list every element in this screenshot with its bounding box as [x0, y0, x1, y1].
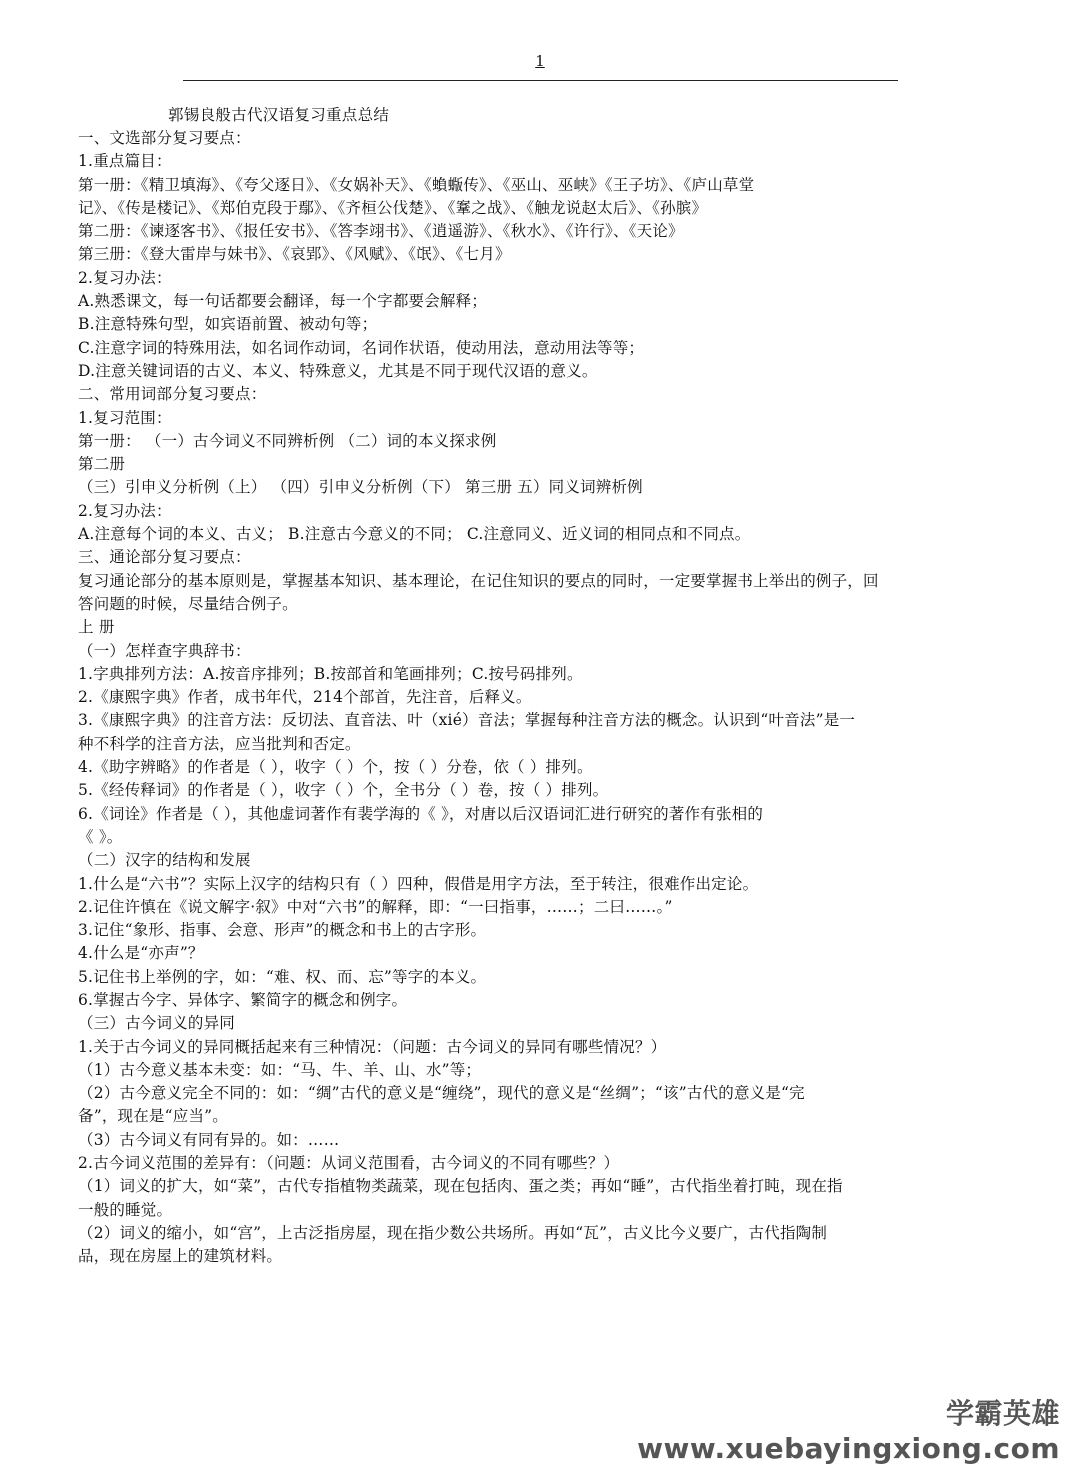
document-title: 郭锡良般古代汉语复习重点总结	[168, 106, 390, 124]
watermark: 学霸英雄 www.xuebayingxiong.com	[637, 1397, 1060, 1465]
text-line: 品，现在房屋上的建筑材料。	[78, 1247, 283, 1266]
text-line: 5.记住书上举例的字，如：“难、权、而、忘”等字的本义。	[78, 967, 487, 986]
text-line: B.注意特殊句型，如宾语前置、被动句等；	[78, 315, 378, 334]
text-line: （二）汉字的结构和发展	[78, 851, 251, 870]
text-line: 《 》。	[78, 827, 123, 846]
page-number: 1	[535, 52, 545, 70]
text-line: 记》、《传是楼记》、《郑伯克段于鄢》、《齐桓公伐楚》、《鞌之战》、《触龙说赵太后》、《孙膑》	[78, 198, 708, 217]
text-line: 6.掌握古今字、异体字、繁简字的概念和例字。	[78, 990, 408, 1009]
text-line: 1.重点篇目：	[78, 152, 172, 171]
text-line: 答问题的时候，尽量结合例子。	[78, 594, 298, 613]
text-line: 2.复习办法：	[78, 268, 172, 287]
text-line: 3.《康熙字典》的注音方法：反切法、直音法、叶（xié）音法；掌握每种注音方法的概念。认识到“叶音法”是一	[78, 711, 856, 730]
text-line: 1.什么是“六书”？实际上汉字的结构只有（ ）四种，假借是用字方法，至于转注，很难作出定论。	[78, 874, 759, 893]
text-line: （1）古今意义基本未变：如：“马、牛、羊、山、水”等；	[78, 1060, 482, 1079]
text-line: （一）怎样查字典辞书：	[78, 641, 251, 660]
text-line: 2.复习办法：	[78, 501, 172, 520]
text-line: 复习通论部分的基本原则是，掌握基本知识、基本理论，在记住知识的要点的同时，一定要掌握书上举出的例子，回	[78, 571, 879, 590]
text-line: 5.《经传释词》的作者是（ ），收字（ ）个，全书分（ ）卷，按（ ）排列。	[78, 781, 609, 800]
text-line: A.注意每个词的本义、古义； B.注意古今意义的不同； C.注意同义、近义词的相同点和不同点。	[78, 525, 751, 544]
text-line: 第二册：《谏逐客书》、《报任安书》、《答李翊书》、《逍遥游》、《秋水》、《许行》、《天论》	[78, 222, 684, 241]
text-line: 种不科学的注音方法，应当批判和否定。	[78, 734, 361, 753]
text-line: A.熟悉课文，每一句话都要会翻译，每一个字都要会解释；	[78, 292, 488, 311]
text-line: （三）引申义分析例（上） （四）引申义分析例（下） 第三册 五）同义词辨析例	[78, 478, 643, 497]
document-body	[78, 127, 998, 1269]
text-line: 3.记住“象形、指事、会意、形声”的概念和书上的古字形。	[78, 921, 487, 940]
text-line: （1）词义的扩大，如“菜”，古代专指植物类蔬菜，现在包括肉、蛋之类；再如“睡”，古代指坐着打盹，现在指	[78, 1177, 843, 1196]
text-line: C.注意字词的特殊用法，如名词作动词，名词作状语，使动用法，意动用法等等；	[78, 338, 645, 357]
text-line: 二、常用词部分复习要点：	[78, 385, 267, 404]
text-line: （3）古今词义有同有异的。如：……	[78, 1130, 340, 1149]
text-line: 2.《康熙字典》作者，成书年代，214个部首，先注音，后释义。	[78, 688, 532, 707]
text-line: 上 册	[78, 618, 115, 637]
text-line: 4.什么是“亦声”？	[78, 944, 204, 963]
text-line: 第三册：《登大雷岸与妹书》、《哀郢》、《风赋》、《氓》、《七月》	[78, 245, 511, 264]
text-line: 第一册：《精卫填海》、《夸父逐日》、《女娲补天》、《蝜蝂传》、《巫山、巫峡》《王子坊》、《庐山草堂	[78, 175, 755, 194]
text-line: 1.字典排列方法：A.按音序排列；B.按部首和笔画排列；C.按号码排列。	[78, 664, 583, 683]
text-line: 第二册	[78, 455, 126, 474]
text-line: 2.古今词义范围的差异有：（问题：从词义范围看，古今词义的不同有哪些？）	[78, 1154, 620, 1173]
text-line: 4.《助字辨略》的作者是（ ），收字（ ）个，按（ ）分卷，依（ ）排列。	[78, 758, 593, 777]
text-line: 备”，现在是“应当”。	[78, 1107, 228, 1126]
text-line: 6.《词诠》作者是（ ），其他虚词著作有裴学海的《 》，对唐以后汉语词汇进行研究的著作有张相的	[78, 804, 764, 823]
text-line: 1.复习范围：	[78, 408, 172, 427]
text-line: （三）古今词义的异同	[78, 1014, 236, 1033]
text-line: 一般的睡觉。	[78, 1200, 173, 1219]
header-rule	[183, 80, 898, 81]
text-line: D.注意关键词语的古义、本义、特殊意义，尤其是不同于现代汉语的意义。	[78, 361, 598, 380]
text-line: 2.记住许慎在《说文解字·叙》中对“六书”的解释，即：“一曰指事，……；二曰……。”	[78, 897, 673, 916]
text-line: 三、通论部分复习要点：	[78, 548, 251, 567]
text-line: （2）古今意义完全不同的：如：“绸”古代的意义是“缠绕”，现代的意义是“丝绸”；“该”古代的意义是“完	[78, 1084, 805, 1103]
text-line: 第一册： （一）古今词义不同辨析例 （二）词的本义探求例	[78, 431, 497, 450]
text-line: 一、文选部分复习要点：	[78, 129, 251, 147]
text-line: 1.关于古今词义的异同概括起来有三种情况：（问题：古今词义的异同有哪些情况？）	[78, 1037, 667, 1056]
text-line: （2）词义的缩小，如“宫”，上古泛指房屋，现在指少数公共场所。再如“瓦”，古义比今义要广，古代指陶制	[78, 1223, 828, 1242]
